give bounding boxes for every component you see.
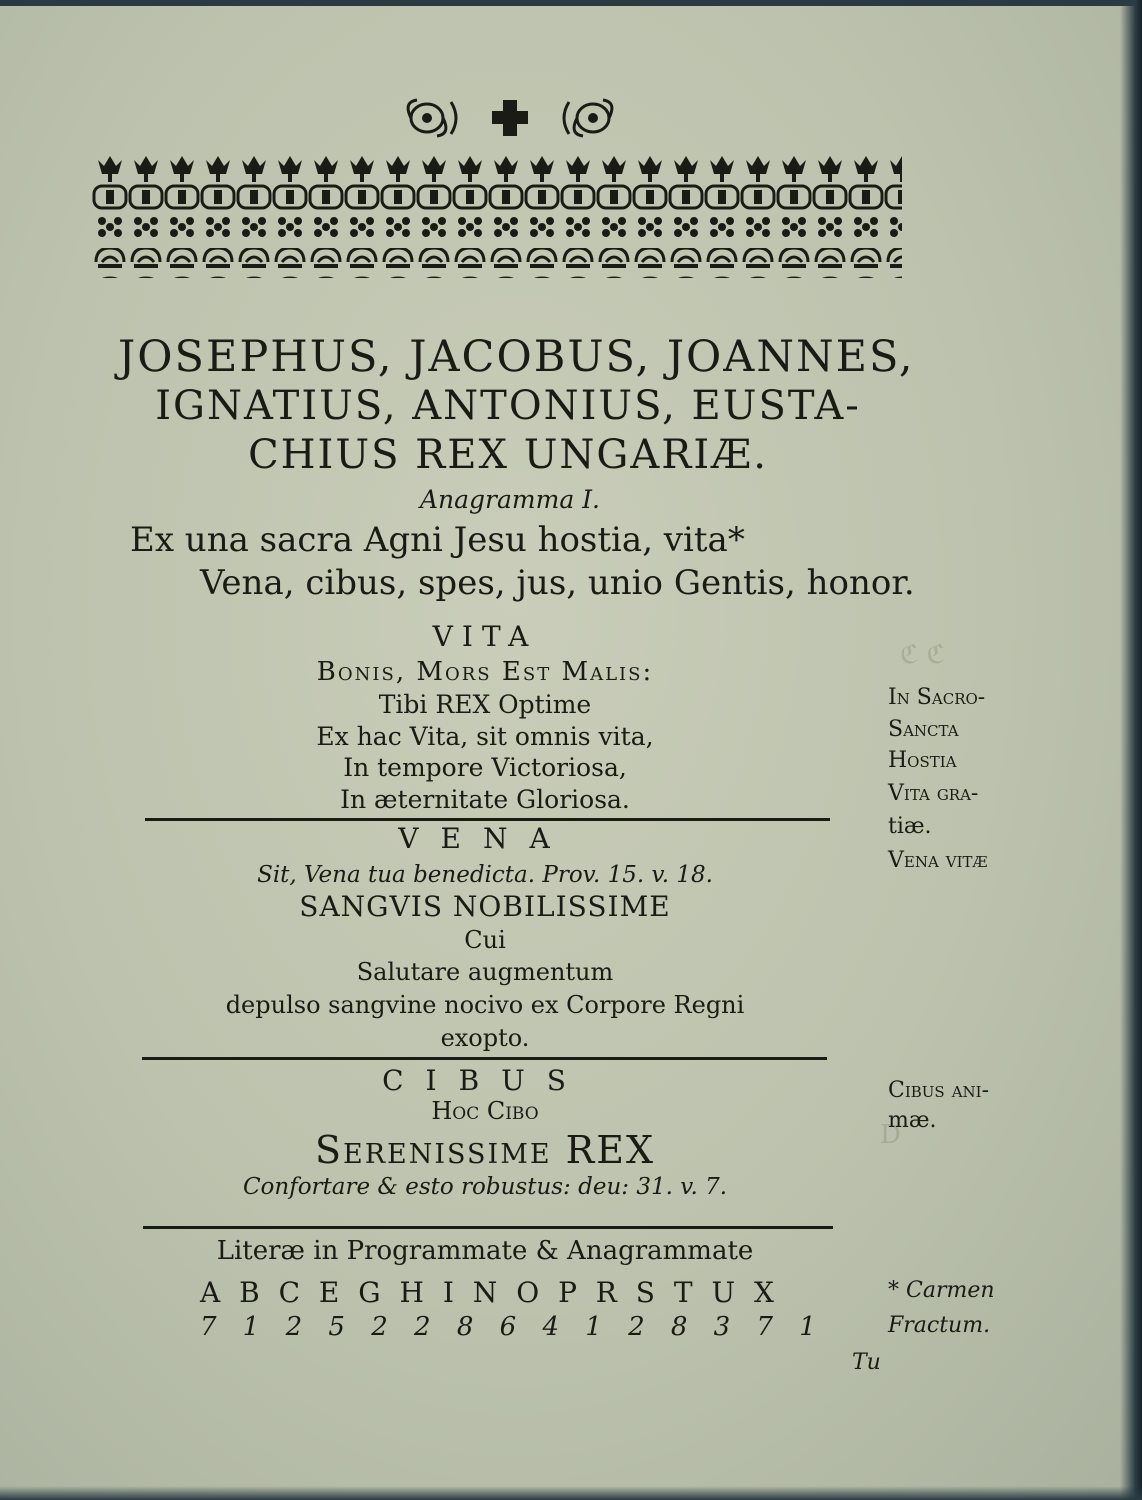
vita-line: Ex hac Vita, sit omnis vita, bbox=[316, 722, 654, 751]
vena-line: exopto. bbox=[440, 1024, 530, 1052]
vena-citation: Sit, Vena tua benedicta. Prov. 15. v. 18. bbox=[257, 862, 713, 888]
margin-note: Fractum. bbox=[888, 1313, 991, 1338]
vita-heading: VITA bbox=[432, 620, 538, 653]
margin-note: Vena vitæ bbox=[888, 848, 988, 873]
fleuron-ornament-icon bbox=[395, 92, 625, 144]
vena-line: SANGVIS NOBILISSIME bbox=[299, 890, 671, 923]
vita-line: Bonis, Mors Est Malis: bbox=[316, 657, 654, 687]
bleed-through-mark: ℭ ℭ bbox=[900, 640, 945, 670]
margin-note: Cibus ani- bbox=[888, 1078, 990, 1103]
vita-line: In æternitate Gloriosa. bbox=[340, 785, 630, 814]
cibus-line: Hoc Cibo bbox=[431, 1097, 539, 1125]
margin-note: * Carmen bbox=[888, 1278, 995, 1303]
vena-line: Salutare augmentum bbox=[356, 958, 614, 986]
number-row: 7 1 2 5 2 2 8 6 4 1 2 8 3 7 1 bbox=[200, 1312, 825, 1342]
section-divider bbox=[143, 1226, 833, 1229]
title-line-1: JOSEPHUS, JACOBUS, JOANNES, bbox=[118, 332, 915, 382]
vena-heading: VENA bbox=[398, 822, 572, 855]
section-divider bbox=[145, 818, 830, 821]
margin-note: Hostia bbox=[888, 748, 957, 773]
scan-edge-top bbox=[0, 0, 1142, 6]
vena-line: depulso sangvine nocivo ex Corpore Regni bbox=[225, 991, 745, 1019]
vita-line: Tibi REX Optime bbox=[378, 690, 592, 719]
vita-line: In tempore Victoriosa, bbox=[343, 753, 627, 782]
cibus-line: Serenissime REX bbox=[314, 1128, 656, 1172]
vena-line: Cui bbox=[464, 926, 506, 954]
anagram-line-1: Ex una sacra Agni Jesu hostia, vita* bbox=[130, 520, 745, 560]
catchword: Tu bbox=[852, 1350, 881, 1375]
cibus-heading: CIBUS bbox=[382, 1064, 588, 1097]
anagram-label: Anagramma I. bbox=[419, 485, 600, 514]
scan-edge-right bbox=[1120, 0, 1142, 1500]
anagram-line-2: Vena, cibus, spes, jus, unio Gentis, honor. bbox=[200, 563, 915, 603]
margin-note: mæ. bbox=[888, 1108, 937, 1133]
bleed-through-mark: Ⅾ bbox=[880, 1120, 901, 1150]
margin-note: Sancta bbox=[888, 717, 959, 742]
margin-note: In Sacro- bbox=[888, 685, 986, 710]
ornamental-band-icon bbox=[92, 152, 902, 280]
title-line-3: CHIUS REX UNGARIÆ. bbox=[248, 432, 768, 478]
margin-note: Vita gra- bbox=[888, 781, 979, 806]
letter-row: A B C E G H I N O P R S T U X bbox=[200, 1276, 779, 1309]
cibus-line: Confortare & esto robustus: deu: 31. v. 7. bbox=[242, 1174, 728, 1200]
scan-edge-bottom bbox=[0, 1486, 1142, 1500]
margin-note: tiæ. bbox=[888, 814, 932, 839]
section-divider bbox=[142, 1057, 827, 1060]
title-line-2: IGNATIUS, ANTONIUS, EUSTA- bbox=[155, 383, 861, 429]
literae-caption: Literæ in Programmate & Anagrammate bbox=[216, 1236, 754, 1266]
